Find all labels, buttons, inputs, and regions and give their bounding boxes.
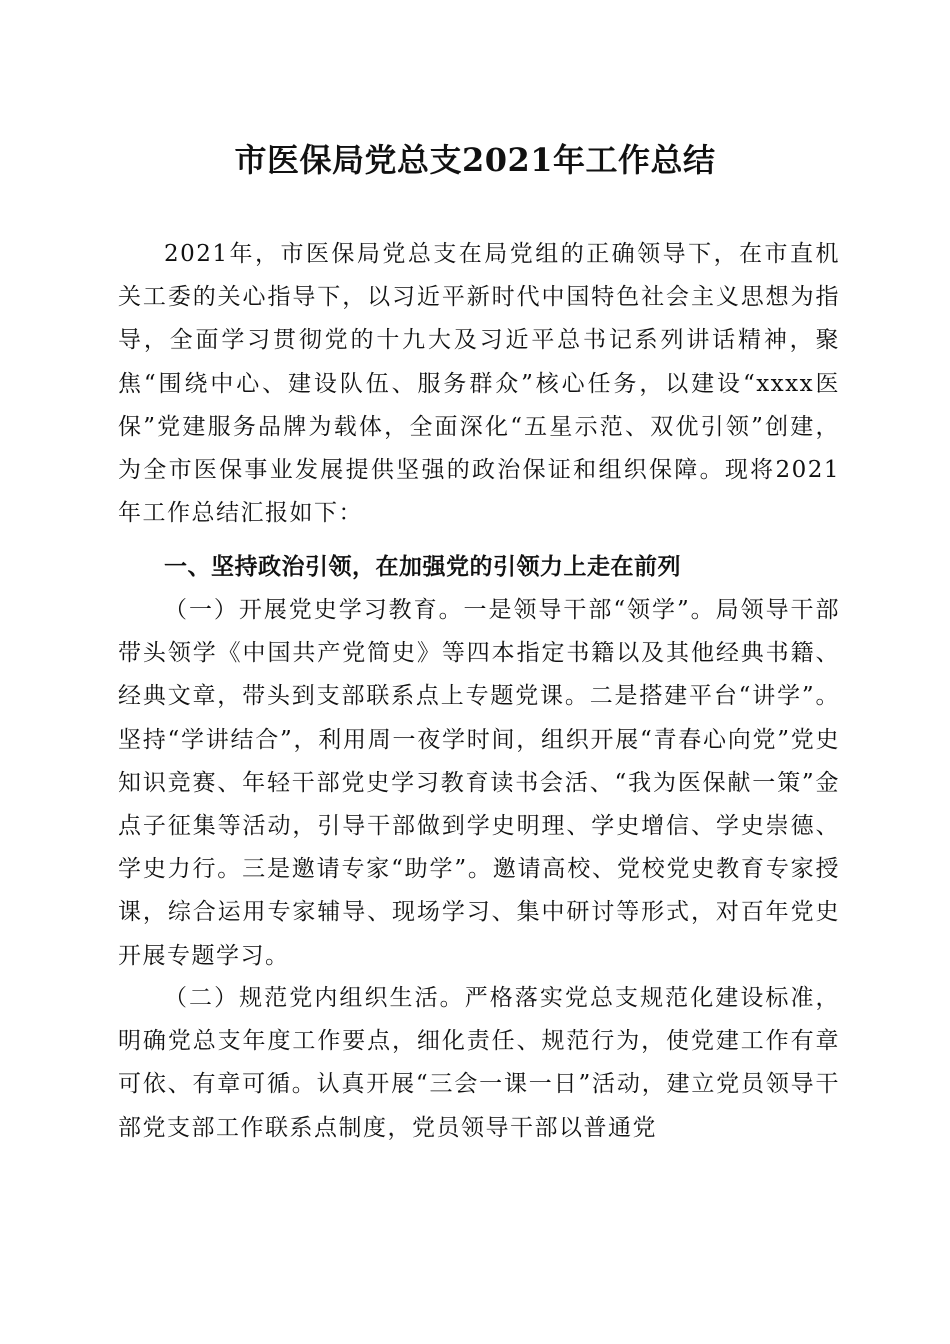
document-title: 市医保局党总支2021年工作总结 xyxy=(234,141,716,179)
intro-paragraph: 2021年，市医保局党总支在局党组的正确领导下，在市直机关工委的关心指导下，以习近平新时代中国特色社会主义思想为指导，全面学习贯彻党的十九大及习近平总书记系列讲话精神，聚焦“围绕中心、建设队伍、服务群众”核心任务，以建设“xxxx医保”党建服务品牌为载体，全面深化“五星示范、双优引领”创建，为全市医保事业发展提供坚强的政治保证和组织保障。现将2021年工作总结汇报如下： xyxy=(118,241,840,527)
subsection-1-lead: （一）开展党史学习教育。 xyxy=(164,597,464,623)
section-heading-1: 一、坚持政治引领，在加强党的引领力上走在前列 xyxy=(164,554,681,580)
subsection-1-body: 一是领导干部“领学”。局领导干部带头领学《中国共产党简史》等四本指定书籍以及其他经典书籍、经典文章，带头到支部联系点上专题党课。二是搭建平台“讲学”。坚持“学讲结合”，利用周一夜学时间，组织开展“青春心向党”党史知识竞赛、年轻干部党史学习教育读书会活、“我为医保献一策”金点子征集等活动，引导干部做到学史明理、学史增信、学史崇德、学史力行。三是邀请专家“助学”。邀请高校、党校党史教育专家授课，综合运用专家辅导、现场学习、集中研讨等形式，对百年党史开展专题学习。 xyxy=(118,597,840,969)
subsection-1-paragraph xyxy=(118,589,840,978)
subsection-2-paragraph xyxy=(118,977,840,1150)
subsection-2-lead: （二）规范党内组织生活。 xyxy=(164,985,465,1011)
subsection-2-body: 严格落实党总支规范化建设标准，明确党总支年度工作要点，细化责任、规范行为，使党建工作有章可依、有章可循。认真开展“三会一课一日”活动，建立党员领导干部党支部工作联系点制度，党员领导干部以普通党 xyxy=(118,985,841,1141)
